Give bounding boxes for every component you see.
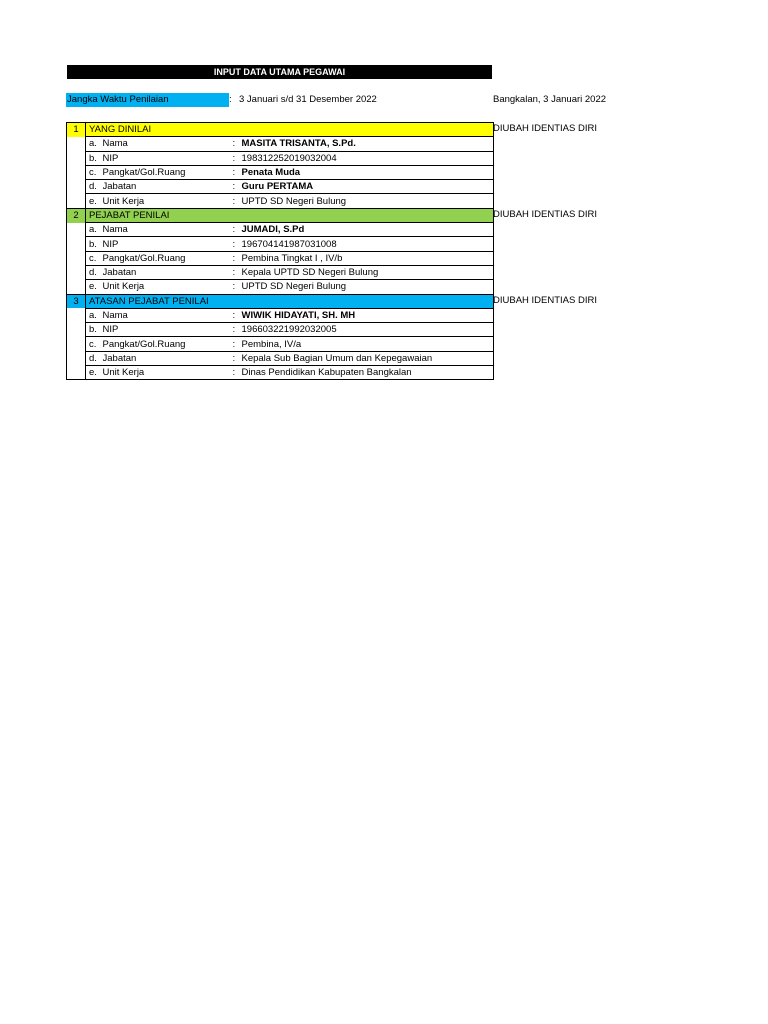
row-letter: d. — [86, 265, 103, 279]
row-colon: : — [229, 265, 239, 279]
row-label: Nama — [103, 137, 229, 151]
row-letter: a. — [86, 137, 103, 151]
row-letter: e. — [86, 194, 103, 208]
row-colon: : — [229, 337, 239, 351]
row-colon: : — [229, 366, 239, 380]
employee-data-table — [66, 122, 494, 380]
row-label: NIP — [103, 323, 229, 337]
row-colon: : — [229, 194, 239, 208]
section-number: 3 — [67, 294, 86, 308]
row-value[interactable]: Guru PERTAMA — [239, 180, 494, 194]
table-row — [67, 194, 494, 208]
table-row — [67, 308, 494, 322]
row-label: Pangkat/Gol.Ruang — [103, 251, 229, 265]
row-colon: : — [229, 237, 239, 251]
row-letter: e. — [86, 280, 103, 294]
section-header-yang-dinilai — [67, 123, 494, 137]
row-label: Pangkat/Gol.Ruang — [103, 337, 229, 351]
row-value[interactable]: JUMADI, S.Pd — [239, 223, 494, 237]
section-note: DIUBAH IDENTIAS DIRI — [493, 123, 597, 134]
row-value[interactable]: Penata Muda — [239, 165, 494, 179]
table-row — [67, 280, 494, 294]
section-title[interactable]: YANG DINILAI — [86, 123, 494, 137]
row-value[interactable]: UPTD SD Negeri Bulung — [239, 194, 494, 208]
table-row — [67, 265, 494, 279]
table-row — [67, 223, 494, 237]
row-colon: : — [229, 323, 239, 337]
section-title[interactable]: ATASAN PEJABAT PENILAI — [86, 294, 494, 308]
row-value[interactable]: MASITA TRISANTA, S.Pd. — [239, 137, 494, 151]
row-value[interactable]: Dinas Pendidikan Kabupaten Bangkalan — [239, 366, 494, 380]
row-value[interactable]: 196603221992032005 — [239, 323, 494, 337]
row-label: Unit Kerja — [103, 194, 229, 208]
row-letter: c. — [86, 251, 103, 265]
row-colon: : — [229, 137, 239, 151]
table-row — [67, 337, 494, 351]
section-number: 2 — [67, 208, 86, 222]
row-colon: : — [229, 165, 239, 179]
row-value[interactable]: 196704141987031008 — [239, 237, 494, 251]
row-label: Pangkat/Gol.Ruang — [103, 165, 229, 179]
period-colon: : — [229, 94, 232, 105]
page-title: INPUT DATA UTAMA PEGAWAI — [67, 65, 492, 79]
section-note: DIUBAH IDENTIAS DIRI — [493, 209, 597, 220]
row-value[interactable]: 198312252019032004 — [239, 151, 494, 165]
period-value[interactable]: 3 Januari s/d 31 Desember 2022 — [239, 94, 377, 105]
row-colon: : — [229, 251, 239, 265]
row-label: Jabatan — [103, 351, 229, 365]
row-letter: a. — [86, 223, 103, 237]
row-value[interactable]: Pembina Tingkat I , IV/b — [239, 251, 494, 265]
place-date[interactable]: Bangkalan, 3 Januari 2022 — [493, 94, 607, 105]
section-number: 1 — [67, 123, 86, 137]
row-letter: d. — [86, 180, 103, 194]
row-colon: : — [229, 280, 239, 294]
row-letter: b. — [86, 237, 103, 251]
row-colon: : — [229, 351, 239, 365]
row-label: Nama — [103, 308, 229, 322]
table-row — [67, 165, 494, 179]
row-colon: : — [229, 308, 239, 322]
section-header-atasan-pejabat-penilai — [67, 294, 494, 308]
table-row — [67, 151, 494, 165]
row-value[interactable]: WIWIK HIDAYATI, SH. MH — [239, 308, 494, 322]
period-label[interactable]: Jangka Waktu Penilaian — [66, 93, 229, 107]
row-letter: b. — [86, 151, 103, 165]
row-colon: : — [229, 151, 239, 165]
row-label: Jabatan — [103, 265, 229, 279]
row-letter: e. — [86, 366, 103, 380]
row-letter: b. — [86, 323, 103, 337]
row-label: Unit Kerja — [103, 366, 229, 380]
row-letter: d. — [86, 351, 103, 365]
row-colon: : — [229, 223, 239, 237]
row-colon: : — [229, 180, 239, 194]
row-letter: c. — [86, 165, 103, 179]
row-label: NIP — [103, 237, 229, 251]
table-row — [67, 323, 494, 337]
table-row — [67, 237, 494, 251]
table-row — [67, 366, 494, 380]
row-value[interactable]: Kepala Sub Bagian Umum dan Kepegawaian — [239, 351, 494, 365]
table-row — [67, 351, 494, 365]
row-value[interactable]: Kepala UPTD SD Negeri Bulung — [239, 265, 494, 279]
section-title[interactable]: PEJABAT PENILAI — [86, 208, 494, 222]
section-header-pejabat-penilai — [67, 208, 494, 222]
row-label: Unit Kerja — [103, 280, 229, 294]
table-row — [67, 137, 494, 151]
row-label: Nama — [103, 223, 229, 237]
row-letter: c. — [86, 337, 103, 351]
row-value[interactable]: Pembina, IV/a — [239, 337, 494, 351]
row-label: NIP — [103, 151, 229, 165]
section-note: DIUBAH IDENTIAS DIRI — [493, 295, 597, 306]
row-label: Jabatan — [103, 180, 229, 194]
table-row — [67, 180, 494, 194]
table-row — [67, 251, 494, 265]
row-letter: a. — [86, 308, 103, 322]
row-value[interactable]: UPTD SD Negeri Bulung — [239, 280, 494, 294]
